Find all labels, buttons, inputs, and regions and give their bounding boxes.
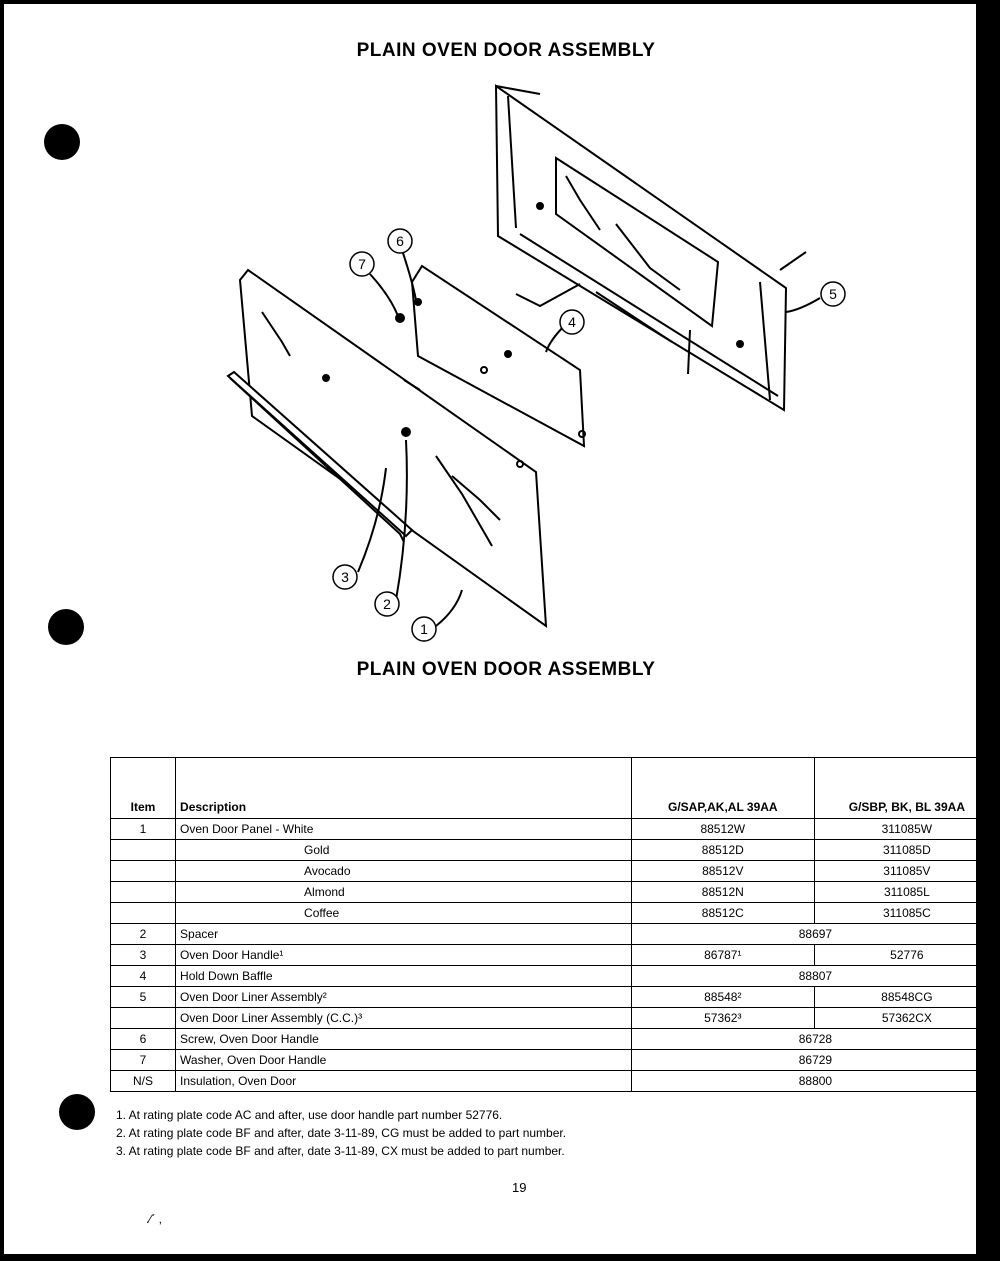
cell-description: Oven Door Panel - White: [176, 819, 632, 840]
cell-description: Almond: [176, 882, 632, 903]
table-row: [111, 924, 1000, 945]
callout-5-label: 5: [829, 286, 837, 302]
cell-part-number-model-1: 88512D: [631, 840, 814, 861]
cell-part-number-both: 88800: [631, 1071, 999, 1092]
table-row: [111, 861, 1000, 882]
cell-part-number-model-2: 311085D: [814, 840, 999, 861]
stray-mark: .⁄ˊ ,: [146, 1212, 163, 1226]
table-row: [111, 882, 1000, 903]
callout-2-label: 2: [383, 596, 391, 612]
table-row: [111, 945, 1000, 966]
section-title: PLAIN OVEN DOOR ASSEMBLY: [356, 659, 656, 680]
cell-part-number-model-2: 311085C: [814, 903, 999, 924]
cell-description: Insulation, Oven Door: [176, 1071, 632, 1092]
cell-item: [111, 840, 176, 861]
cell-item: 3: [111, 945, 176, 966]
header-description: Description: [176, 758, 632, 819]
callout-4-label: 4: [568, 314, 576, 330]
cell-description: Screw, Oven Door Handle: [176, 1029, 632, 1050]
cell-item: [111, 882, 176, 903]
cell-item: 6: [111, 1029, 176, 1050]
cell-item: [111, 861, 176, 882]
cell-item: [111, 1008, 176, 1029]
cell-part-number-both: 86728: [631, 1029, 999, 1050]
table-row: [111, 903, 1000, 924]
cell-item: 2: [111, 924, 176, 945]
footnote-3: 3. At rating plate code BF and after, date 3-11-89, CX must be added to part number.: [116, 1144, 565, 1158]
cell-part-number-both: 88697: [631, 924, 999, 945]
footnote-1: 1. At rating plate code AC and after, use door handle part number 52776.: [116, 1108, 503, 1122]
cell-part-number-model-2: 311085W: [814, 819, 999, 840]
cell-part-number-model-1: 57362³: [631, 1008, 814, 1029]
cell-part-number-model-2: 88548CG: [814, 987, 999, 1008]
callout-6-label: 6: [396, 233, 404, 249]
cell-item: [111, 903, 176, 924]
cell-part-number-model-1: 88512V: [631, 861, 814, 882]
callout-3-label: 3: [341, 569, 349, 585]
header-model-2: G/SBP, BK, BL 39AA: [814, 758, 999, 819]
parts-table: [110, 757, 1000, 1092]
cell-part-number-model-1: 88512C: [631, 903, 814, 924]
table-row: [111, 1029, 1000, 1050]
cell-item: 7: [111, 1050, 176, 1071]
table-row: [111, 966, 1000, 987]
cell-description: Oven Door Liner Assembly (C.C.)³: [176, 1008, 632, 1029]
cell-description: Oven Door Handle¹: [176, 945, 632, 966]
cell-item: 1: [111, 819, 176, 840]
cell-description: Coffee: [176, 903, 632, 924]
cell-description: Oven Door Liner Assembly²: [176, 987, 632, 1008]
callout-7-label: 7: [358, 256, 366, 272]
footnote-2: 2. At rating plate code BF and after, date 3-11-89, CG must be added to part number.: [116, 1126, 567, 1140]
table-row: [111, 987, 1000, 1008]
page-number: 19: [512, 1180, 527, 1195]
cell-description: Gold: [176, 840, 632, 861]
header-item: Item: [111, 758, 176, 819]
cell-item: 4: [111, 966, 176, 987]
cell-part-number-model-2: 52776: [814, 945, 999, 966]
cell-part-number-model-1: 86787¹: [631, 945, 814, 966]
table-row: [111, 819, 1000, 840]
header-model-1: G/SAP,AK,AL 39AA: [631, 758, 814, 819]
cell-part-number-both: 88807: [631, 966, 999, 987]
cell-description: Avocado: [176, 861, 632, 882]
cell-description: Washer, Oven Door Handle: [176, 1050, 632, 1071]
cell-part-number-model-2: 311085V: [814, 861, 999, 882]
cell-part-number-model-1: 88512N: [631, 882, 814, 903]
parts-table-body: [111, 819, 1000, 1092]
cell-part-number-model-2: 57362CX: [814, 1008, 999, 1029]
table-row: [111, 1050, 1000, 1071]
callout-1-label: 1: [420, 621, 428, 637]
table-row: [111, 1008, 1000, 1029]
cell-item: N/S: [111, 1071, 176, 1092]
cell-description: Hold Down Baffle: [176, 966, 632, 987]
table-header-row: [111, 758, 1000, 819]
cell-description: Spacer: [176, 924, 632, 945]
footnotes: [116, 1106, 566, 1160]
cell-part-number-both: 86729: [631, 1050, 999, 1071]
cell-part-number-model-1: 88548²: [631, 987, 814, 1008]
cell-part-number-model-2: 311085L: [814, 882, 999, 903]
binder-hole-bottom: [59, 1094, 95, 1130]
cell-item: 5: [111, 987, 176, 1008]
table-row: [111, 840, 1000, 861]
cell-part-number-model-1: 88512W: [631, 819, 814, 840]
diagram-title: PLAIN OVEN DOOR ASSEMBLY: [356, 40, 656, 61]
table-row: [111, 1071, 1000, 1092]
